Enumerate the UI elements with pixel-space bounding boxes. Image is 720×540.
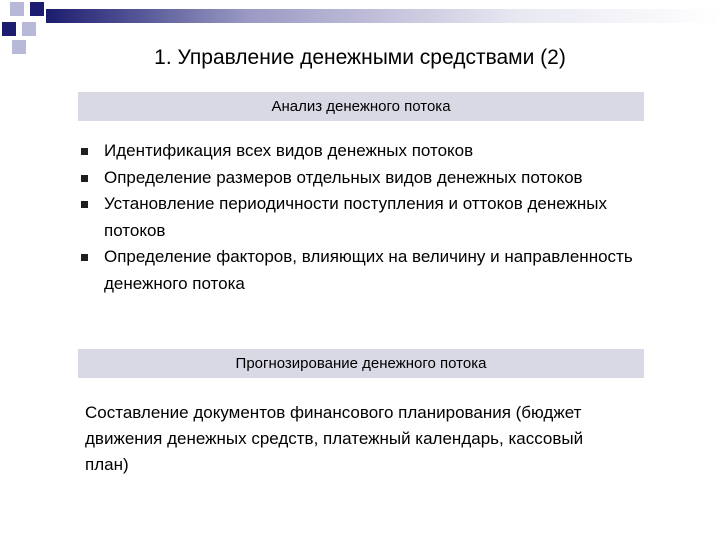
bullet-text: Идентификация всех видов денежных потоков	[104, 141, 474, 160]
square-bullet-icon	[81, 201, 88, 208]
bullet-item	[78, 138, 638, 165]
analysis-header-label: Анализ денежного потока	[271, 98, 451, 115]
forecast-header	[78, 349, 644, 378]
square-bullet-icon	[81, 148, 88, 155]
deco-square	[22, 22, 36, 36]
top-gradient-bar	[46, 9, 720, 23]
deco-square	[2, 22, 16, 36]
square-bullet-icon	[81, 254, 88, 261]
forecast-header-label: Прогнозирование денежного потока	[235, 355, 487, 372]
analysis-header	[78, 92, 644, 121]
deco-square	[10, 2, 24, 16]
bullet-text: Определение факторов, влияющих на величину и направленность денежного потока	[104, 247, 633, 293]
bullet-text: Определение размеров отдельных видов денежных потоков	[104, 167, 583, 187]
deco-square	[30, 2, 44, 16]
forecast-description: Составление документов финансового планирования (бюджет движения денежных средств, платежный календарь, кассовый план)	[85, 403, 584, 474]
bullet-item	[78, 191, 638, 244]
bullet-item	[78, 244, 638, 297]
analysis-bullet-list	[78, 138, 638, 297]
bullet-item	[78, 165, 638, 192]
square-bullet-icon	[81, 175, 88, 182]
slide-title: 1. Управление денежными средствами (2)	[154, 46, 566, 69]
bullet-text: Установление периодичности поступления и оттоков денежных потоков	[104, 194, 607, 240]
